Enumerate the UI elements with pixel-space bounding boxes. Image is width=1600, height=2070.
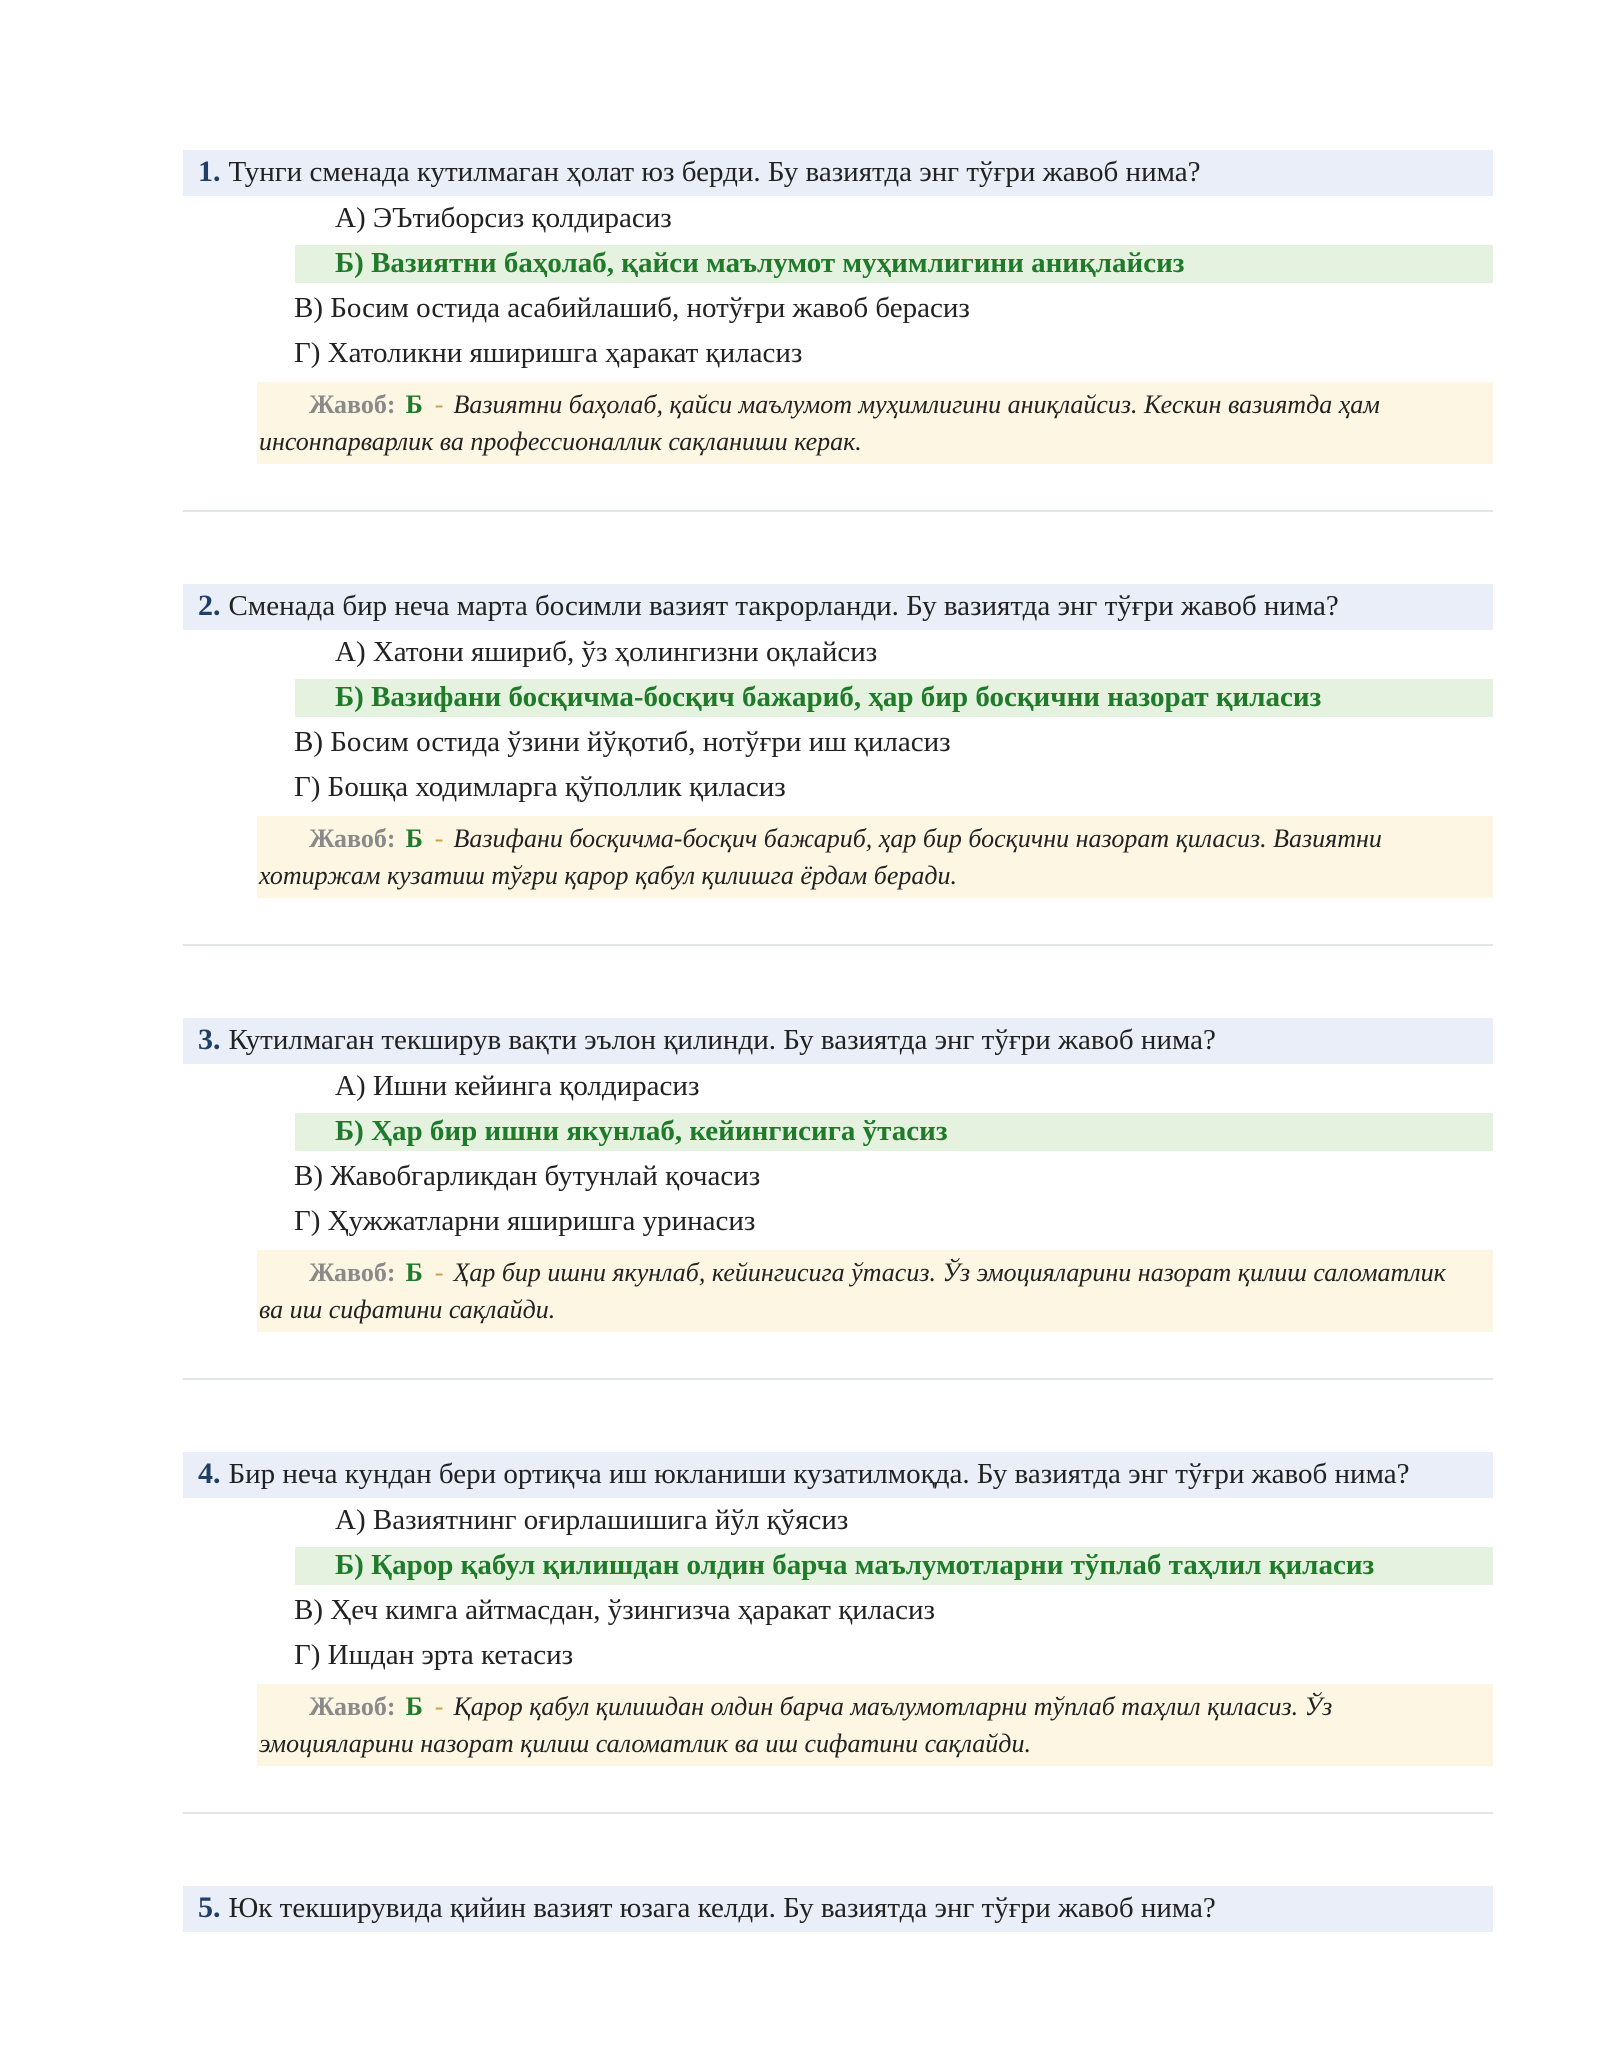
answer-dash: -	[434, 1258, 444, 1287]
question-block	[183, 1452, 1493, 1814]
answer-label: Жавоб:	[309, 1258, 396, 1287]
answer-option: В) Босим остида ўзини йўқотиб, нотўғри иш қиласиз	[294, 726, 951, 758]
answer-option: В) Ҳеч кимга айтмасдан, ўзингизча ҳаракат қиласиз	[294, 1594, 935, 1626]
answer-explanation: Қарор қабул қилишдан олдин барча маълумотларни тўплаб таҳлил қиласиз. Ўз эмоцияларини назорат қилиш саломатлик ва иш сифатини сақлайди.	[259, 1692, 1333, 1758]
question-heading	[183, 1018, 1493, 1064]
correct-option: Б) Ҳар бир ишни якунлаб, кейингисига ўтасиз	[295, 1113, 1493, 1151]
question-block	[183, 584, 1493, 946]
question-separator	[183, 1812, 1493, 1814]
answer-explanation-box	[257, 382, 1493, 464]
question-heading	[183, 584, 1493, 630]
answer-option: А) Хатони яшириб, ўз ҳолингизни оқлайсиз	[335, 636, 878, 668]
question-separator	[183, 510, 1493, 512]
answer-dash: -	[434, 824, 444, 853]
answer-dash: -	[434, 390, 444, 419]
answer-option: Г) Ҳужжатларни яширишга уринасиз	[294, 1205, 756, 1237]
answer-label: Жавоб:	[309, 390, 396, 419]
question-block	[183, 1886, 1493, 1932]
answer-letter: Б	[405, 1692, 423, 1721]
answer-explanation: Вазиятни баҳолаб, қайси маълумот муҳимлигини аниқлайсиз. Кескин вазиятда ҳам инсонпарварлик ва профессионаллик сақланиши керак.	[259, 390, 1380, 456]
correct-option: Б) Қарор қабул қилишдан олдин барча маълумотларни тўплаб таҳлил қиласиз	[295, 1547, 1493, 1585]
question-number: 1.	[198, 155, 221, 188]
question-number: 4.	[198, 1457, 221, 1490]
question-heading	[183, 1452, 1493, 1498]
question-heading	[183, 150, 1493, 196]
question-text: Сменада бир неча марта босимли вазият такрорланди. Бу вазиятда энг тўғри жавоб нима?	[228, 590, 1339, 622]
answer-option: В) Босим остида асабийлашиб, нотўғри жавоб берасиз	[294, 292, 970, 324]
question-number: 5.	[198, 1891, 221, 1924]
answer-letter: Б	[405, 1258, 423, 1287]
answer-label: Жавоб:	[309, 824, 396, 853]
answer-explanation-box	[257, 1684, 1493, 1766]
question-text: Бир неча кундан бери ортиқча иш юкланиши кузатилмоқда. Бу вазиятда энг тўғри жавоб нима?	[228, 1458, 1410, 1490]
answer-option: А) ЭЪтиборсиз қолдирасиз	[335, 202, 672, 234]
answer-explanation-box	[257, 816, 1493, 898]
question-text: Кутилмаган текширув вақти эълон қилинди. Бу вазиятда энг тўғри жавоб нима?	[228, 1024, 1216, 1056]
question-heading	[183, 1886, 1493, 1932]
correct-option: Б) Вазифани босқичма-босқич бажариб, ҳар бир босқични назорат қиласиз	[295, 679, 1493, 717]
question-number: 2.	[198, 589, 221, 622]
answer-explanation: Ҳар бир ишни якунлаб, кейингисига ўтасиз. Ўз эмоцияларини назорат қилиш саломатлик ва иш сифатини сақлайди.	[259, 1258, 1446, 1324]
answer-explanation: Вазифани босқичма-босқич бажариб, ҳар бир босқични назорат қиласиз. Вазиятни хотиржам кузатиш тўғри қарор қабул қилишга ёрдам беради.	[259, 824, 1382, 890]
answer-option: А) Вазиятнинг оғирлашишига йўл қўясиз	[335, 1504, 849, 1536]
answer-option: Г) Хатоликни яширишга ҳаракат қиласиз	[294, 337, 803, 369]
answer-option: В) Жавобгарликдан бутунлай қочасиз	[294, 1160, 761, 1192]
answer-option: А) Ишни кейинга қолдирасиз	[335, 1070, 700, 1102]
question-separator	[183, 1378, 1493, 1380]
answer-dash: -	[434, 1692, 444, 1721]
question-list	[183, 150, 1493, 1932]
answer-label: Жавоб:	[309, 1692, 396, 1721]
question-separator	[183, 944, 1493, 946]
question-text: Юк текширувида қийин вазият юзага келди. Бу вазиятда энг тўғри жавоб нима?	[228, 1892, 1216, 1924]
answer-explanation-box	[257, 1250, 1493, 1332]
answer-letter: Б	[405, 390, 423, 419]
question-number: 3.	[198, 1023, 221, 1056]
answer-letter: Б	[405, 824, 423, 853]
answer-option: Г) Бошқа ходимларга қўполлик қиласиз	[294, 771, 786, 803]
answer-option: Г) Ишдан эрта кетасиз	[294, 1639, 574, 1671]
question-block	[183, 150, 1493, 512]
correct-option: Б) Вазиятни баҳолаб, қайси маълумот муҳимлигини аниқлайсиз	[295, 245, 1493, 283]
question-block	[183, 1018, 1493, 1380]
question-text: Тунги сменада кутилмаган ҳолат юз берди. Бу вазиятда энг тўғри жавоб нима?	[228, 156, 1201, 188]
